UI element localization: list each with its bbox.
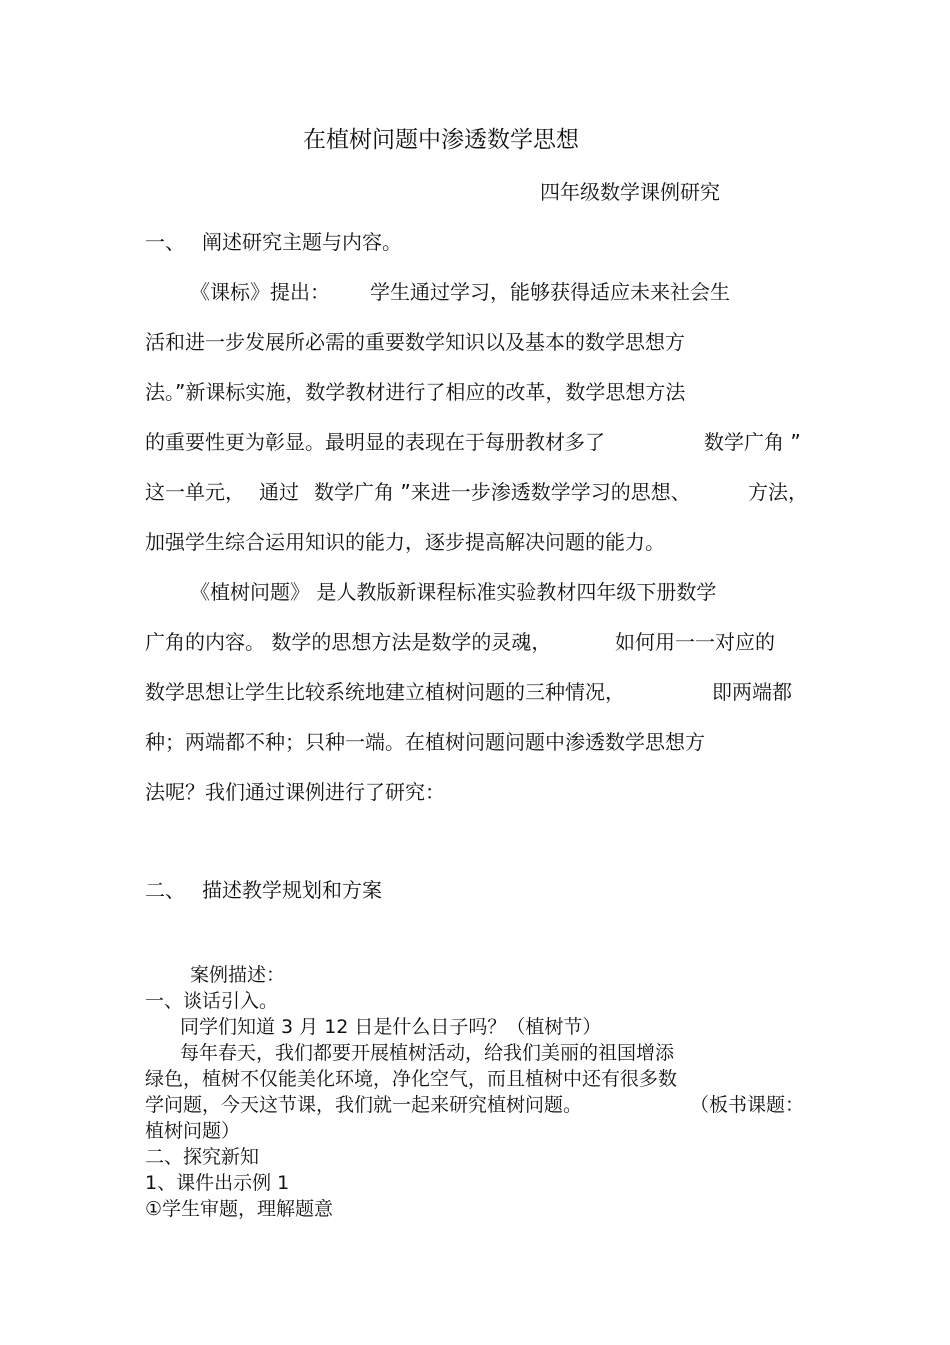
para2-line3a: 数学思想让学生比较系统地建立植树问题的三种情况， [145, 680, 625, 704]
section2-heading: 描述教学规划和方案 [202, 878, 382, 902]
section1-number: 一、 [145, 230, 185, 254]
para2-line2b: 如何用一一对应的 [615, 630, 775, 654]
para1-line1a: 《课标》提出： [190, 280, 330, 304]
para2-line2a: 广角的内容。 数学的思想方法是数学的灵魂， [145, 630, 552, 654]
case-label: 案例描述： [190, 964, 286, 986]
case-para-line3b: （板书课题： [690, 1094, 805, 1116]
para1-line2: 活和进一步发展所必需的重要数学知识以及基本的数学思想方 [145, 330, 685, 354]
para1-line1b: 学生通过学习，能够获得适应未来社会生 [370, 280, 730, 304]
para1-line4a: 的重要性更为彰显。最明显的表现在于每册教材多了 [145, 430, 605, 454]
document-subtitle: 四年级数学课例研究 [540, 180, 720, 204]
para1-line5d: 方法， [748, 480, 808, 504]
para2-line3b: 即两端都 [712, 680, 792, 704]
case-part1: 一、谈话引入。 [145, 990, 279, 1012]
case-para-line4: 植树问题） [145, 1120, 241, 1142]
case-step1a: ①学生审题，理解题意 [145, 1198, 334, 1220]
case-part2: 二、探究新知 [145, 1146, 260, 1168]
section1-heading: 阐述研究主题与内容。 [202, 230, 402, 254]
section2-number: 二、 [145, 878, 185, 902]
case-para-line3a: 学问题，今天这节课，我们就一起来研究植树问题。 [145, 1094, 583, 1116]
document-title: 在植树问题中渗透数学思想 [303, 127, 579, 153]
case-question1: 同学们知道 3 月 12 日是什么日子吗？（植树节） [180, 1016, 602, 1038]
para2-line1: 《植树问题》 是人教版新课程标准实验教材四年级下册数学 [190, 580, 717, 604]
para1-line5c: 数学广角 ”来进一步渗透数学学习的思想、 [314, 480, 691, 504]
case-para-line2: 绿色，植树不仅能美化环境，净化空气，而且植树中还有很多数 [145, 1068, 678, 1090]
para2-line4: 种；两端都不种；只种一端。在植树问题问题中渗透数学思想方 [145, 730, 705, 754]
para2-line5: 法呢？我们通过课例进行了研究： [145, 780, 445, 804]
para1-line4b: 数学广角 ” [704, 430, 801, 454]
case-para-line1: 每年春天，我们都要开展植树活动，给我们美丽的祖国增添 [180, 1042, 675, 1064]
case-step1: 1、课件出示例 1 [145, 1172, 290, 1194]
para1-line3: 法。”新课标实施，数学教材进行了相应的改革，数学思想方法 [145, 380, 686, 404]
para1-line5b: 通过 [259, 480, 299, 504]
para1-line5a: 这一单元， [145, 480, 245, 504]
para1-line6: 加强学生综合运用知识的能力，逐步提高解决问题的能力。 [145, 530, 665, 554]
